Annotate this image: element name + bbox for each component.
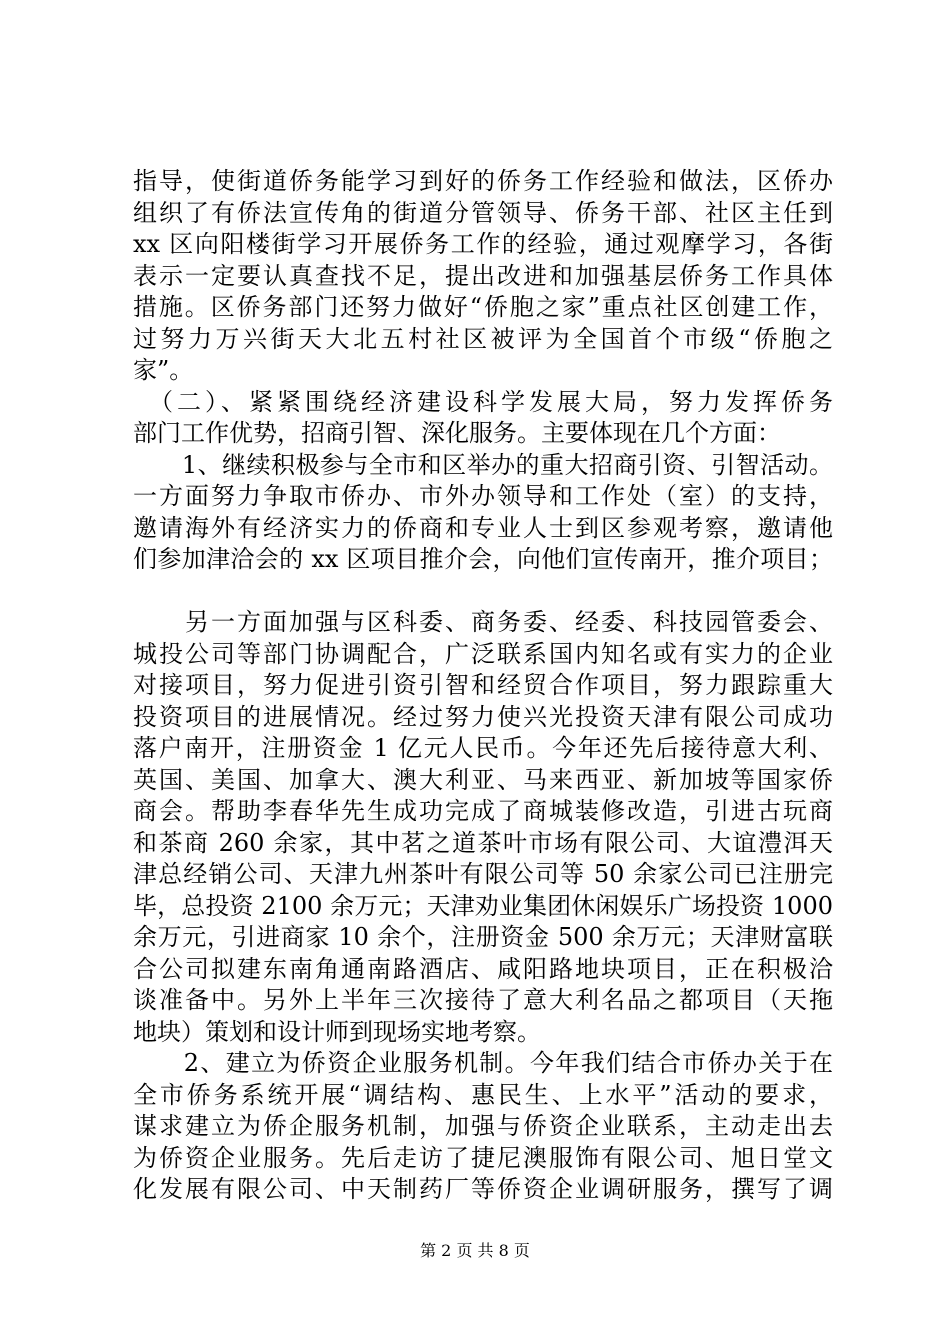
text-line: 和茶商 260 余家，其中茗之道茶叶市场有限公司、大谊澧洱天 bbox=[133, 828, 833, 857]
text-line: 们参加津洽会的 xx 区项目推介会，向他们宣传南开，推介项目； bbox=[133, 545, 833, 573]
text-line: 投资项目的进展情况。经过努力使兴光投资天津有限公司成功 bbox=[133, 702, 833, 731]
text-line: 1、继续积极参与全市和区举办的重大招商引资、引智活动。 bbox=[133, 450, 833, 479]
text-line: 对接项目，努力促进引资引智和经贸合作项目，努力跟踪重大 bbox=[133, 671, 833, 699]
text-line: 指导，使街道侨务能学习到好的侨务工作经验和做法，区侨办 bbox=[133, 167, 833, 195]
text-line: 合公司拟建东南角通南路酒店、咸阳路地块项目，正在积极洽 bbox=[133, 954, 833, 983]
text-line: 城投公司等部门协调配合，广泛联系国内知名或有实力的企业 bbox=[133, 639, 833, 668]
text-line: xx 区向阳楼街学习开展侨务工作的经验，通过观摩学习，各街 bbox=[133, 230, 833, 258]
text-line: 组织了有侨法宣传角的街道分管领导、侨务干部、社区主任到 bbox=[133, 198, 833, 227]
text-line: 家”。 bbox=[133, 356, 194, 384]
text-line: 为侨资企业服务。先后走访了捷尼澳服饰有限公司、旭日堂文 bbox=[133, 1143, 833, 1172]
text-line: 部门工作优势，招商引智、深化服务。主要体现在几个方面： bbox=[133, 419, 781, 447]
text-line: 2、建立为侨资企业服务机制。今年我们结合市侨办关于在 bbox=[133, 1049, 833, 1077]
text-line: 过努力万兴街天大北五村社区被评为全国首个市级“侨胞之 bbox=[133, 324, 833, 353]
text-line: 落户南开，注册资金 1 亿元人民币。今年还先后接待意大利、 bbox=[133, 734, 833, 762]
text-line: 措施。区侨务部门还努力做好“侨胞之家”重点社区创建工作， bbox=[133, 293, 833, 321]
page-number-footer: 第 2 页 共 8 页 bbox=[420, 1241, 530, 1260]
text-line: 表示一定要认真查找不足，提出改进和加强基层侨务工作具体 bbox=[133, 261, 833, 290]
text-line: 谈准备中。另外上半年三次接待了意大利名品之都项目（天拖 bbox=[133, 986, 833, 1014]
text-line: 化发展有限公司、中天制药厂等侨资企业调研服务，撰写了调 bbox=[133, 1175, 833, 1203]
text-line: 英国、美国、加拿大、澳大利亚、马来西亚、新加坡等国家侨 bbox=[133, 765, 833, 794]
text-line: （二）、紧紧围绕经济建设科学发展大局，努力发挥侨务 bbox=[133, 387, 833, 416]
text-line: 一方面努力争取市侨办、市外办领导和工作处（室）的支持， bbox=[133, 482, 833, 510]
text-line: 地块）策划和设计师到现场实地考察。 bbox=[133, 1017, 541, 1046]
text-line: 津总经销公司、天津九州茶叶有限公司等 50 余家公司已注册完 bbox=[133, 860, 833, 888]
text-line: 邀请海外有经济实力的侨商和专业人士到区参观考察，邀请他 bbox=[133, 513, 833, 542]
text-line: 毕，总投资 2100 余万元；天津劝业集团休闲娱乐广场投资 1000 bbox=[133, 891, 833, 920]
text-line: 余万元，引进商家 10 余个，注册资金 500 余万元；天津财富联 bbox=[133, 923, 833, 951]
text-line: 另一方面加强与区科委、商务委、经委、科技园管委会、 bbox=[133, 608, 833, 636]
text-line: 商会。帮助李春华先生成功完成了商城装修改造，引进古玩商 bbox=[133, 797, 833, 825]
text-line: 全市侨务系统开展“调结构、惠民生、上水平”活动的要求， bbox=[133, 1080, 833, 1109]
text-line: 谋求建立为侨企服务机制，加强与侨资企业联系，主动走出去 bbox=[133, 1112, 833, 1140]
